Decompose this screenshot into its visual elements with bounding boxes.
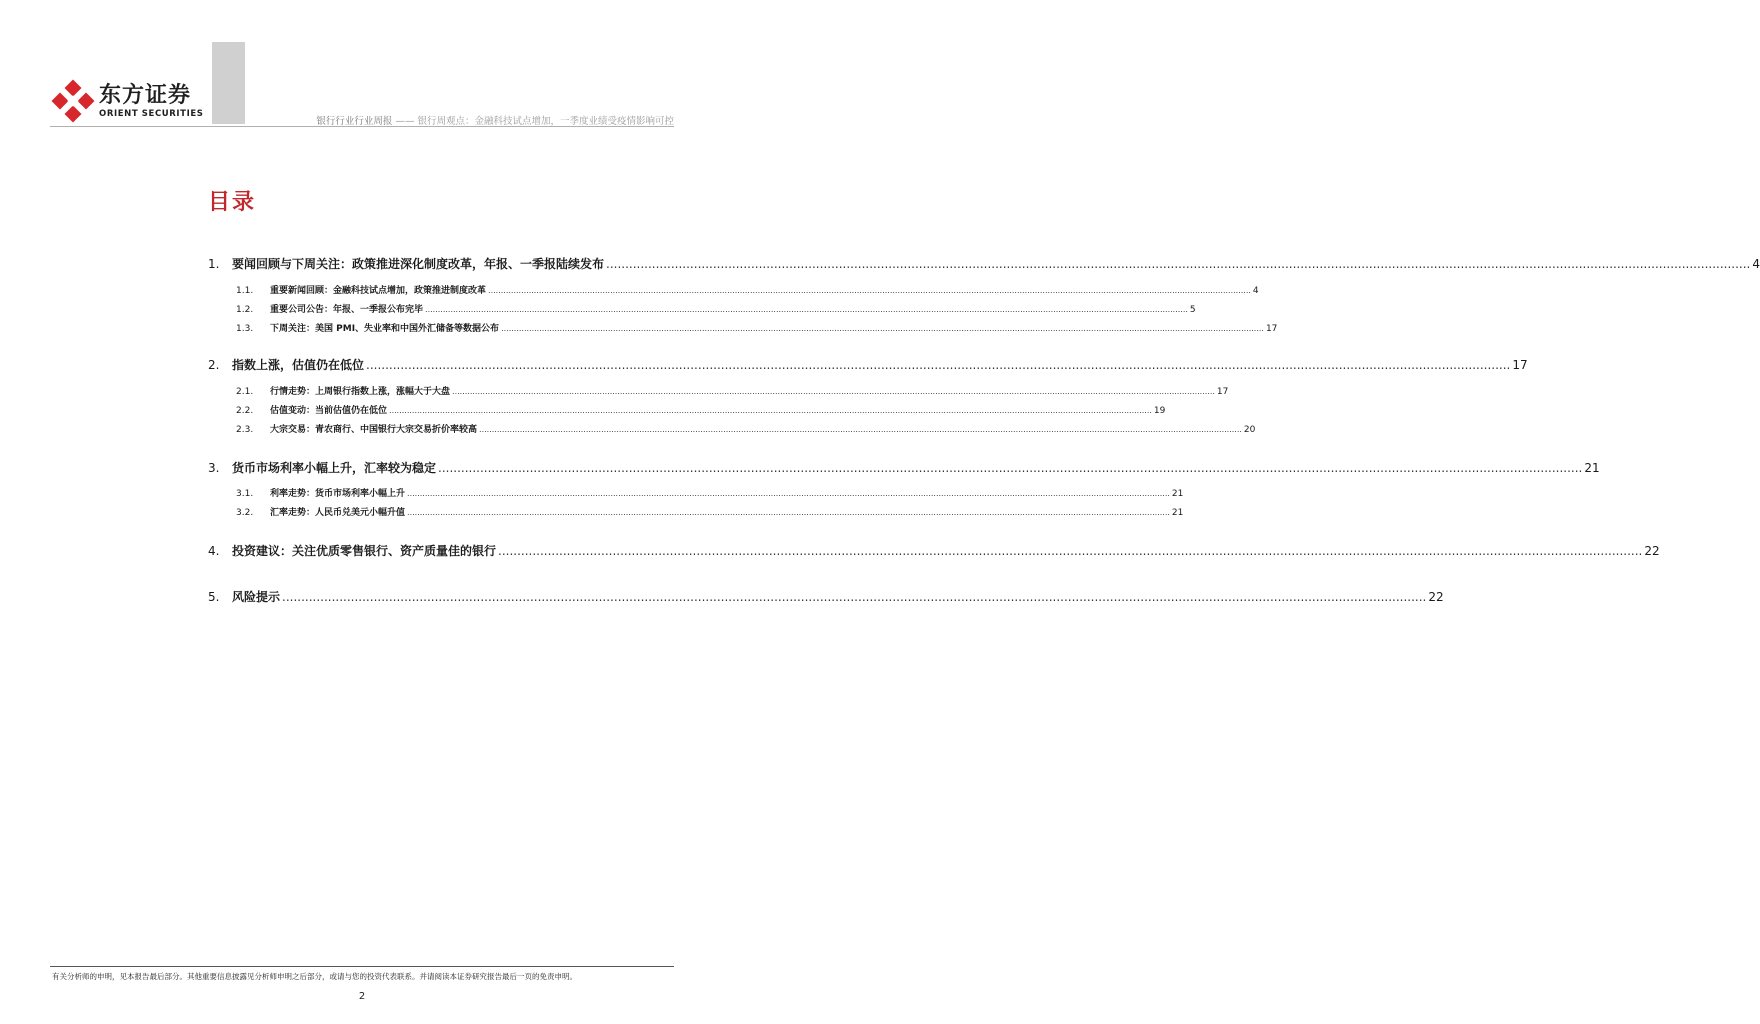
toc-subsection-2-1[interactable] xyxy=(236,384,1229,397)
header-divider xyxy=(50,126,674,127)
toc-subsection-page: 20 xyxy=(1243,425,1256,435)
toc-subsection-text: 货币市场利率小幅上升 xyxy=(315,489,406,499)
toc-subsection-number: 2.3. xyxy=(236,425,254,435)
toc-subsection-page: 19 xyxy=(1153,406,1166,416)
toc-leader-dots: ............................................................................................................................................................................................................................................................................................................ xyxy=(606,257,1751,271)
toc-section-label: 指数上涨，估值仍在低位 xyxy=(232,358,365,372)
toc-subsection-page: 17 xyxy=(1265,324,1278,334)
report-type: 银行行业行业周报 xyxy=(316,116,393,127)
toc-section-number: 4. xyxy=(208,544,220,558)
toc-subsection-text: 人民币兑美元小幅升值 xyxy=(315,508,406,518)
toc-subsection-page: 17 xyxy=(1216,387,1229,397)
toc-subsection-2-2[interactable] xyxy=(236,403,1166,416)
toc-subsection-page: 21 xyxy=(1171,489,1184,499)
toc-leader-dots: ............................................................................................................................................................................................................................................................................................................ xyxy=(438,461,1583,475)
toc-section-3[interactable] xyxy=(208,459,1600,476)
toc-subsection-number: 2.1. xyxy=(236,387,254,397)
toc-subsection-number: 1.3. xyxy=(236,324,254,334)
toc-section-1[interactable] xyxy=(208,255,1760,272)
toc-section-label: 要闻回顾与下周关注：政策推进深化制度改革，年报、一季报陆续发布 xyxy=(232,257,605,271)
toc-subsection-label: 下周关注： xyxy=(270,324,316,334)
toc-section-label: 风险提示 xyxy=(232,590,281,604)
toc-leader-dots: ............................................................................................................................................................................................................................................................................................................ xyxy=(407,489,1170,498)
logo-english-name: ORIENT SECURITIES xyxy=(99,108,204,119)
toc-subsection-page: 5 xyxy=(1189,305,1196,315)
toc-subsection-number: 3.1. xyxy=(236,489,254,499)
toc-leader-dots: ............................................................................................................................................................................................................................................................................................................ xyxy=(488,286,1251,295)
toc-subsection-label: 利率走势： xyxy=(270,489,316,499)
toc-section-page: 22 xyxy=(1644,544,1660,558)
toc-leader-dots: ............................................................................................................................................................................................................................................................................................................ xyxy=(425,305,1188,314)
toc-leader-dots: ............................................................................................................................................................................................................................................................................................................ xyxy=(452,387,1215,396)
toc-leader-dots: ............................................................................................................................................................................................................................................................................................................ xyxy=(498,544,1643,558)
toc-subsection-3-1[interactable] xyxy=(236,486,1184,499)
toc-section-page: 21 xyxy=(1584,461,1600,475)
toc-subsection-text: 当前估值仍在低位 xyxy=(315,406,388,416)
toc-leader-dots: ............................................................................................................................................................................................................................................................................................................ xyxy=(479,425,1242,434)
toc-section-number: 5. xyxy=(208,590,220,604)
header-separator: —— xyxy=(395,116,415,127)
toc-leader-dots: ............................................................................................................................................................................................................................................................................................................ xyxy=(407,508,1170,517)
toc-section-page: 4 xyxy=(1752,257,1760,271)
toc-subsection-label: 重要新闻回顾： xyxy=(270,286,334,296)
toc-subsection-page: 4 xyxy=(1252,286,1259,296)
toc-subsection-number: 1.2. xyxy=(236,305,254,315)
toc-subsection-number: 2.2. xyxy=(236,406,254,416)
toc-subsection-number: 3.2. xyxy=(236,508,254,518)
toc-subsection-label: 汇率走势： xyxy=(270,508,316,518)
toc-subsection-text: 年报、一季报公布完毕 xyxy=(333,305,424,315)
toc-subsection-label: 行情走势： xyxy=(270,387,316,397)
company-logo xyxy=(53,80,203,122)
report-title: 银行周观点：金融科技试点增加，一季度业绩受疫情影响可控 xyxy=(417,116,674,127)
toc-section-2[interactable] xyxy=(208,356,1528,373)
toc-subsection-2-3[interactable] xyxy=(236,422,1256,435)
toc-section-number: 2. xyxy=(208,358,220,372)
toc-subsection-1-3[interactable] xyxy=(236,321,1278,334)
logo-chinese-name: 东方证券 xyxy=(99,82,192,108)
toc-subsection-label: 重要公司公告： xyxy=(270,305,334,315)
toc-subsection-text: 上周银行指数上涨，涨幅大于大盘 xyxy=(315,387,451,397)
orient-securities-logo-icon xyxy=(53,81,93,121)
toc-leader-dots: ............................................................................................................................................................................................................................................................................................................ xyxy=(282,590,1427,604)
toc-leader-dots: ............................................................................................................................................................................................................................................................................................................ xyxy=(366,358,1511,372)
toc-subsection-text: 美国 PMI、失业率和中国外汇储备等数据公布 xyxy=(315,324,500,334)
footer-disclaimer: 有关分析师的申明，见本报告最后部分。其他重要信息披露见分析师申明之后部分，或请与您的投资代表联系。并请阅读本证券研究报告最后一页的免责申明。 xyxy=(52,972,577,981)
toc-section-label: 货币市场利率小幅上升，汇率较为稳定 xyxy=(232,461,437,475)
toc-subsection-3-2[interactable] xyxy=(236,505,1184,518)
toc-subsection-text: 金融科技试点增加，政策推进制度改革 xyxy=(333,286,487,296)
toc-section-5[interactable] xyxy=(208,588,1444,605)
toc-title: 目录 xyxy=(208,190,257,215)
toc-subsection-1-2[interactable] xyxy=(236,302,1196,315)
toc-subsection-label: 估值变动： xyxy=(270,406,316,416)
toc-subsection-1-1[interactable] xyxy=(236,283,1259,296)
toc-subsection-page: 21 xyxy=(1171,508,1184,518)
page-number: 2 xyxy=(358,991,366,1002)
toc-section-number: 1. xyxy=(208,257,220,271)
toc-subsection-number: 1.1. xyxy=(236,286,254,296)
toc-subsection-text: 青农商行、中国银行大宗交易折价率较高 xyxy=(315,425,478,435)
footer-divider xyxy=(50,966,674,967)
toc-section-4[interactable] xyxy=(208,542,1660,559)
toc-section-page: 22 xyxy=(1428,590,1444,604)
toc-section-number: 3. xyxy=(208,461,220,475)
header-decoration-block xyxy=(212,42,245,124)
toc-leader-dots: ............................................................................................................................................................................................................................................................................................................ xyxy=(501,324,1264,333)
toc-section-label: 投资建议：关注优质零售银行、资产质量佳的银行 xyxy=(232,544,497,558)
report-header xyxy=(316,113,674,127)
toc-leader-dots: ............................................................................................................................................................................................................................................................................................................ xyxy=(389,406,1152,415)
toc-section-page: 17 xyxy=(1512,358,1528,372)
toc-subsection-label: 大宗交易： xyxy=(270,425,316,435)
